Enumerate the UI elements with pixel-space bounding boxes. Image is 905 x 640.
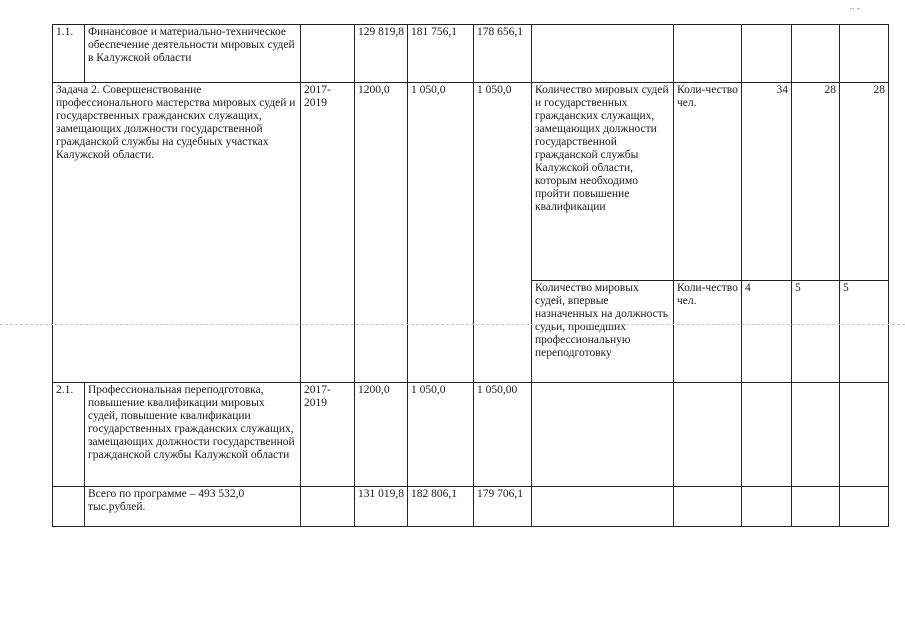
indicator-2019 (840, 25, 889, 83)
row-name: Финансовое и материально-техническое обеспечение деятельности мировых судей в Калужской области (85, 25, 301, 83)
indicator-2018: 5 (792, 281, 840, 383)
row-years (301, 487, 355, 527)
row-number: 2.1. (53, 383, 85, 487)
scan-fold-line (0, 324, 905, 325)
indicator-2019 (840, 383, 889, 487)
row-value-2017: 129 819,8 (355, 25, 408, 83)
row-number (53, 487, 85, 527)
indicator-unit: Коли-чество чел. (674, 281, 742, 383)
indicator-2018 (792, 383, 840, 487)
indicator-name: Количество мировых судей и государственных гражданских служащих, замещающих должности государственной гражданской службы Калужской области, которым необходимо пройти повышение квалификации (532, 83, 674, 281)
table-row (53, 25, 889, 83)
row-value-2019: 178 656,1 (474, 25, 532, 83)
indicator-unit: Коли-чество чел. (674, 83, 742, 281)
total-value-2019: 179 706,1 (474, 487, 532, 527)
indicator-2017 (742, 487, 792, 527)
indicator-2017: 4 (742, 281, 792, 383)
row-value-2019: 1 050,00 (474, 383, 532, 487)
task-value-2017: 1200,0 (355, 83, 408, 383)
row-value-2017: 1200,0 (355, 383, 408, 487)
indicator-name: Количество мировых судей, впервые назначенных на должность судьи, прошедших профессиональную переподготовку (532, 281, 674, 383)
indicator-2017: 34 (742, 83, 792, 281)
indicator-2017 (742, 383, 792, 487)
total-value-2017: 131 019,8 (355, 487, 408, 527)
row-value-2018: 1 050,0 (408, 383, 474, 487)
indicator-name (532, 25, 674, 83)
indicator-2019 (840, 487, 889, 527)
indicator-2019: 28 (840, 83, 889, 281)
row-years (301, 25, 355, 83)
task-value-2019: 1 050,0 (474, 83, 532, 383)
row-number: 1.1. (53, 25, 85, 83)
row-years: 2017-2019 (301, 383, 355, 487)
scan-mark: ⌐ ⌐ (850, 4, 862, 13)
table-row (53, 83, 889, 281)
row-name: Профессиональная переподготовка, повышение квалификации мировых судей, повышение квалификации государственных гражданских служащих, замещающих должности государственной гражданской службы Калужской области (85, 383, 301, 487)
table-row-total (53, 487, 889, 527)
indicator-unit (674, 487, 742, 527)
document-page (52, 24, 889, 527)
indicator-unit (674, 25, 742, 83)
indicator-2018 (792, 25, 840, 83)
table-row (53, 383, 889, 487)
total-label: Всего по программе – 493 532,0 тыс.рублей. (85, 487, 301, 527)
indicator-name (532, 383, 674, 487)
task-value-2018: 1 050,0 (408, 83, 474, 383)
indicator-2019: 5 (840, 281, 889, 383)
task-years: 2017-2019 (301, 83, 355, 383)
indicator-2017 (742, 25, 792, 83)
row-value-2018: 181 756,1 (408, 25, 474, 83)
indicator-2018: 28 (792, 83, 840, 281)
indicator-2018 (792, 487, 840, 527)
task-name: Задача 2. Совершенствование профессионального мастерства мировых судей и государственных гражданских служащих, замещающих должности государственной гражданской службы на судебных участках Калужской области. (53, 83, 301, 383)
indicator-name (532, 487, 674, 527)
total-value-2018: 182 806,1 (408, 487, 474, 527)
indicator-unit (674, 383, 742, 487)
program-table (52, 24, 889, 527)
